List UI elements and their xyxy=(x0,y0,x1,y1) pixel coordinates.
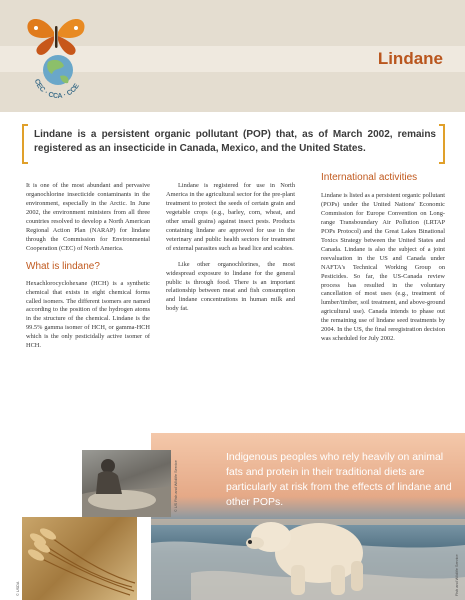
heading-international-activities: International activities xyxy=(321,172,418,183)
cec-logo xyxy=(14,12,102,108)
intro-paragraph: It is one of the most abundant and pervasive organochlorine insecticide contaminants in the environment, especially in the Arctic. In June 2002, the environment ministers from all three countries resolved to develop a North American Regional Action Plan (NARAP) for lindane through the Commission for Environmental Cooperation (CEC) of North America. xyxy=(26,182,150,252)
international-paragraph: Lindane is listed as a persistent organic pollutant (POPs) under the United Nations' Economic Commission for Europe Convention on Long-range Transboundary Air Pollution (LRTAP POPs Protocol) and the Great Lakes Binational Toxics Strategy between the United States and Canada. Lindane is also the subject of a joint reevaluation in the US and Canada under NAFTA's Technical Working Group on Pesticides. So far, the US-Canada review process has resulted in the voluntary cancellation of most uses (e.g., treatment of lumber/timber, soil treatment, and above-ground agricultural use). Canada intends to phase out the remaining use of lindane seed treatments by 2004. In the US, the final reregistration decision was scheduled for July 2002. xyxy=(321,192,445,343)
credit-woman: © US Fish and Wildlife Service xyxy=(174,460,178,512)
uses-paragraph: Lindane is registered for use in North America in the agricultural sector for the pre-plant treatment to protect the seeds of certain grain and vegetable crops (e.g., barley, corn, wheat, and other small grains) against insect pests. Products containing lindane are approved for use in the veterinary and public health sectors for treatment of external parasites such as head lice and scabies. xyxy=(166,182,295,252)
heading-what-is-lindane: What is lindane? xyxy=(26,260,100,272)
column-3 xyxy=(321,172,445,351)
lead-text: Lindane is a persistent organic pollutant (POP) that, as of March 2002, remains registered as an insecticide in Canada, Mexico, and the United States. xyxy=(34,129,436,154)
page-title: Lindane xyxy=(377,49,443,68)
credit-grain: © USDA xyxy=(16,581,20,596)
pull-quote: Indigenous peoples who rely heavily on animal fats and protein in their traditional diets are particularly at risk from the effects of lindane and other POPs. xyxy=(226,451,452,508)
grain-photo xyxy=(22,517,137,600)
woman-photo xyxy=(82,450,171,517)
butterfly-icon xyxy=(27,19,84,55)
logo-text: CEC · CCA · CCE xyxy=(32,78,81,101)
globe-icon xyxy=(43,55,73,85)
credit-bear: Fish and Wildlife Service xyxy=(455,554,459,596)
column-2 xyxy=(166,182,295,321)
person-icon xyxy=(96,459,122,494)
what-is-lindane-paragraph: Hexachlorocyclohexane (HCH) is a synthetic chemical that exists in eight chemical forms called isomers. The different isomers are named according to the position of the hydrogen atoms in the structure of the chemical. Lindane is the 99.5% gamma isomer of HCH, or gamma-HCH which is the only pesticidally active isomer of HCH. xyxy=(26,279,150,350)
exposure-paragraph: Like other organochlorines, the most widespread exposure to lindane for the general public is through food. There is an important relationship between meat and fish consumption and lindane concentrations in human milk and body fat. xyxy=(166,260,295,313)
wheat-icon xyxy=(30,531,135,595)
lead-callout xyxy=(22,124,445,164)
column-1 xyxy=(26,182,150,358)
right-bracket xyxy=(439,124,445,164)
left-bracket xyxy=(22,124,28,164)
